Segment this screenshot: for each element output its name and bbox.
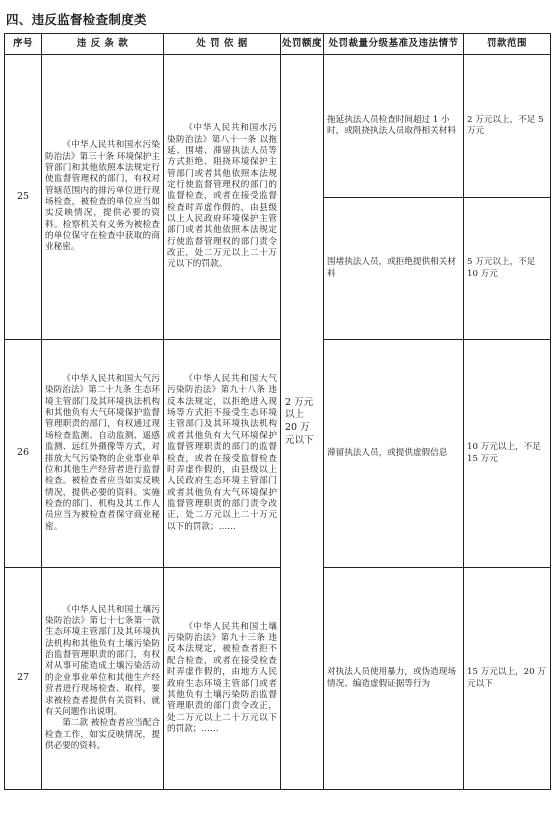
clause-paragraph-1: 《中华人民共和国土壤污染防治法》第七十七条第一款 生态环境主管部门及其环境执法机构和其他负有土壤污染防治监督管理职责的部门，有权对从事可能造成土壤污染活动的企业事业单位和其他生产经营者进行现场检查、取样，要求被检查者提供有关资料、就有关问题作出说明。 (45, 604, 160, 717)
header-range: 罚款范围 (464, 34, 551, 55)
table-row (5, 55, 551, 198)
header-clause: 违 反 条 款 (42, 34, 164, 55)
fine-range: 5 万元以上，不足 10 万元 (464, 198, 551, 340)
row-number: 25 (5, 55, 42, 340)
section-title: 四、违反监督检查制度类 (6, 12, 147, 27)
severity-grade: 对执法人员使用暴力，或伪造现场情况、编造虚假证据等行为 (324, 568, 464, 790)
header-amount: 处罚额度 (281, 34, 324, 55)
clause-paragraph-2: 第二款 被检查者应当配合检查工作，如实反映情况，提供必要的资料。 (45, 718, 160, 751)
table-row (5, 568, 551, 790)
row-number: 27 (5, 568, 42, 790)
severity-grade: 拖延执法人员检查时间超过 1 小时，或阻挠执法人员取得相关材料 (324, 55, 464, 198)
severity-grade: 滞留执法人员，或提供虚假信息 (324, 340, 464, 568)
row-number: 26 (5, 340, 42, 568)
penalty-basis: 《中华人民共和国大气污染防治法》第九十八条 违反本法规定，以拒绝进入现场等方式拒不接受生态环境主管部门及其环境执法机构或者其他负有大气环境保护监督管理职责的部门的监督检查，或者在接受监督检查时弄虚作假的，由县级以上人民政府生态环境主管部门或者其他负有大气环境保护监督管理职责的部门责令改正，处二万元以上二十万元以下的罚款；…… (164, 340, 281, 568)
violation-clause (42, 568, 164, 790)
header-grade: 处罚裁量分级基准及违法情节 (324, 34, 464, 55)
fine-range: 2 万元以上，不足 5 万元 (464, 55, 551, 198)
header-no: 序号 (5, 34, 42, 55)
severity-grade: 围堵执法人员，或拒绝提供相关材料 (324, 198, 464, 340)
header-basis: 处 罚 依 据 (164, 34, 281, 55)
penalty-basis: 《中华人民共和国水污染防治法》第八十一条 以拖延、围堵、滞留执法人员等方式拒绝、阻挠环境保护主管部门或者其他依照本法规定行使监督管理权的部门的监督检查，或者在接受监督检查时弄虚作假的，由县级以上人民政府环境保护主管部门或者其他依照本法规定行使监督管理权的部门责令改正，处二万元以上二十万元以下的罚款。 (164, 55, 281, 340)
header-row (5, 34, 551, 55)
fine-range: 10 万元以上，不足 15 万元 (464, 340, 551, 568)
penalty-amount: 2 万元以上 20 万元以下 (281, 55, 324, 790)
table-row (5, 340, 551, 568)
fine-range: 15 万元以上，20 万元以下 (464, 568, 551, 790)
violation-table (4, 33, 551, 790)
violation-clause: 《中华人民共和国大气污染防治法》第二十九条 生态环境主管部门及其环境执法机构和其他负有大气环境保护监督管理职责的部门，有权通过现场检查监测、自动监测、遥感监测、远红外摄像等方式，对排放大气污染物的企业事业单位和其他生产经营者进行监督检查。被检查者应当如实反映情况，提供必要的资料。实施检查的部门、机构及其工作人员应当为被检查者保守商业秘密。 (42, 340, 164, 568)
violation-clause: 《中华人民共和国水污染防治法》第三十条 环境保护主管部门和其他依照本法规定行使监督管理权的部门，有权对管辖范围内的排污单位进行现场检查，被检查的单位应当如实反映情况，提供必要的资料。检察机关有义务为被检查的单位保守在检查中获取的商业秘密。 (42, 55, 164, 340)
penalty-basis: 《中华人民共和国土壤污染防治法》第九十三条 违反本法规定，被检查者拒不配合检查，或者在接受检查时弄虚作假的，由地方人民政府生态环境主管部门或者其他负有土壤污染防治监督管理职责的部门责令改正，处二万元以上二十万元以下的罚款；…… (164, 568, 281, 790)
